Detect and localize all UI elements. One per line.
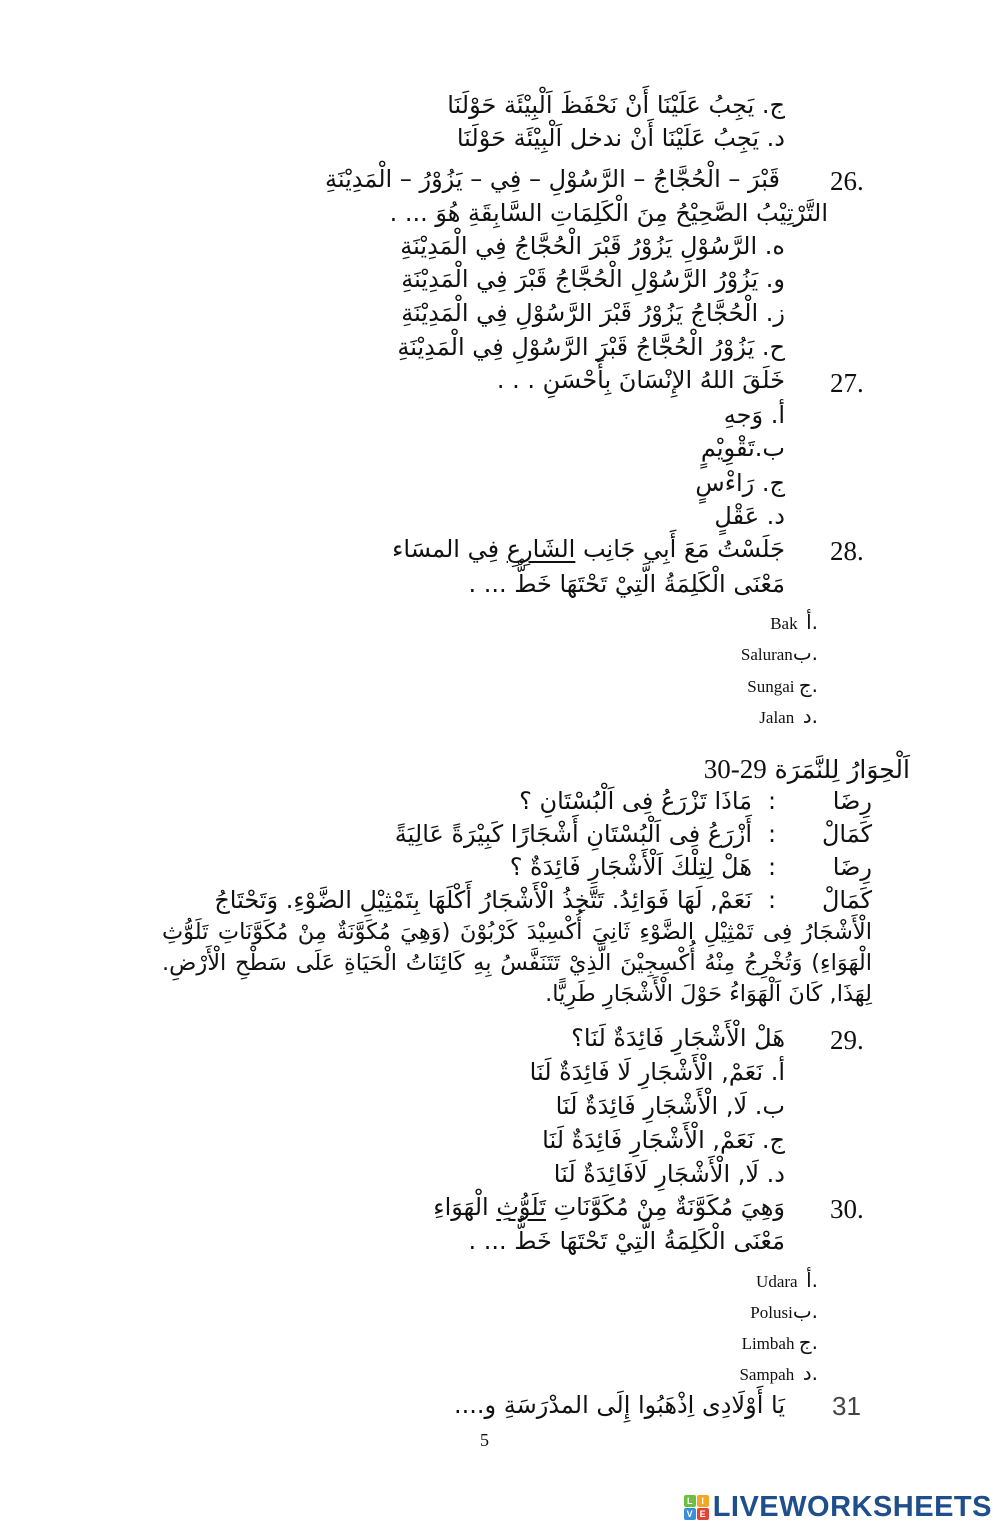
q30-prompt — [433, 1191, 785, 1223]
colon: : — [767, 886, 777, 914]
colon: : — [767, 853, 777, 881]
q30-option-a[interactable] — [756, 1268, 818, 1294]
q27-option-c: ج. رَاءْسٍ — [695, 469, 785, 497]
q30-prompt-after: الْهَوَاءِ — [433, 1193, 497, 1221]
option-letter: أ. — [806, 1268, 818, 1292]
q26-number: 26. — [830, 166, 864, 196]
dialog-row — [214, 884, 872, 916]
option-text: Polusi — [750, 1303, 793, 1322]
option-letter: ج. — [798, 673, 818, 697]
option-letter: أ. — [806, 610, 818, 634]
logo-letter-e: E — [697, 1508, 709, 1520]
q28-option-c[interactable] — [747, 673, 818, 699]
logo-letter-i: I — [697, 1495, 709, 1507]
dialog-row — [510, 851, 872, 883]
q30-underlined-word: تَلَوُّثِ — [496, 1193, 546, 1221]
q27-prompt: خَلَقَ اللهُ الإِنْسَانَ بِأَحْسَنِ . . . — [496, 366, 785, 394]
q29-option-b: ب. لَا, الْأَشْجَارِ فَائِدَةٌ لَنَا — [555, 1092, 785, 1120]
option-text: Sampah — [739, 1365, 795, 1384]
liveworksheets-brand[interactable] — [684, 1491, 992, 1524]
option-text: Bak — [770, 614, 798, 633]
q30-option-c[interactable] — [742, 1330, 818, 1356]
q29-prompt: هَلْ الْأَشْجَارِ فَائِدَةٌ لَنَا؟ — [571, 1024, 785, 1052]
option-letter: ب. — [792, 1299, 818, 1323]
q26-option-c: ز. الْحُجَّاجُ يَزُوْرُ قَبْرَ الرَّسُوْلِ فِي الْمَدِيْنَةِ — [401, 299, 785, 327]
q28-option-b[interactable] — [741, 641, 818, 667]
q26-option-d: ح. يَزُوْرُ الْحُجَّاجُ قَبْرَ الرَّسُوْلِ فِي الْمَدِيْنَةِ — [397, 333, 785, 361]
q28-prompt-after: فِي المسَاء — [392, 535, 507, 563]
q25-option-c: ج. يَجِبُ عَلَيْنَا أَنْ نَحْفَظَ اَلْبِيْئَة حَوْلَنَا — [447, 91, 785, 119]
q27-number: 27. — [830, 368, 864, 398]
option-text: Saluran — [740, 645, 793, 664]
q25-option-d: د. يَجِبُ عَلَيْنَا أَنْ ندخل اَلْبِيْئَة حَوْلَنَا — [456, 124, 785, 152]
q31-number: 31 — [832, 1391, 861, 1421]
brand-name: LIVEWORKSHEETS — [712, 1491, 992, 1523]
q28-option-a[interactable] — [770, 610, 818, 636]
q26-words: قَبْرَ – الْحُجَّاجُ – الرَّسُوْلِ – فِي – يَزُوْرُ – الْمَدِيْنَةِ — [324, 165, 780, 193]
option-letter: ج. — [798, 1330, 818, 1354]
option-letter: ب. — [792, 641, 818, 665]
live-logo-icon — [684, 1495, 709, 1520]
q27-option-d: د. عَقْلٍ — [714, 502, 785, 530]
option-text: Jalan — [759, 708, 795, 727]
speech-text: أَزْرَعُ فِى اَلْبُسْتَانِ أَشْجَارًا كَبِيْرَةً عَالِيَةً — [394, 820, 752, 848]
q30-prompt-before: وَهِيَ مُكَوَّنَةٌ مِنْ مُكَوَّنَاتِ — [545, 1193, 785, 1221]
option-letter: د. — [802, 1361, 818, 1385]
q28-number: 28. — [830, 536, 864, 566]
speech-text: مَاذَا تَزْرَعُ فِى اَلْبُسْتَانِ ؟ — [519, 787, 752, 815]
q28-option-d[interactable] — [759, 704, 818, 730]
q26-option-b: و. يَزُوْرُ الرَّسُوْلِ الْحُجَّاجُ قَبْرَ فِي الْمَدِيْنَةِ — [401, 265, 785, 293]
dialog-heading-text: اَلْحِوَارُ لِلنَّمَرَة — [766, 755, 910, 784]
q29-option-c: ج. نَعَمْ, الْأَشْجَارِ فَائِدَةٌ لَنَا — [542, 1126, 785, 1154]
colon: : — [767, 787, 777, 815]
dialog-paragraph: الْأَشْجَارُ فِى تَمْثِيْلِ الضَّوْءِ ثَانِيَ أُكْسِيْدَ كَرْبُوْنَ (وَهِيَ مُكَوَّنَةٌ مِنْ مُكَوَّنَاتِ تَلَوُّثِ الْهَوَاءِ) وَتُخْرِجُ مِنْهُ أُكْسِجِيْنَ الَّذِيْ تَتَنَفَّسُ بِهِ كَائِنَاتُ الْحَيَاةِ عَلَى سَطْحِ الْأَرْضِ. لِهَذَا, كَانَ اَلْهَوَاءُ حَوْلَ الْأَشْجَارِ طَرِيًّا. — [162, 919, 872, 1007]
q27-option-a: أ. وَجهِ — [723, 401, 785, 429]
q30-number: 30. — [830, 1194, 864, 1224]
option-letter: د. — [802, 704, 818, 728]
q26-option-a: ه. الرَّسُوْلِ يَزُوْرُ قَبْرَ الْحُجَّاجُ فِي الْمَدِيْنَةِ — [400, 232, 785, 260]
dialog-heading — [704, 752, 910, 787]
speaker-name: كَمَالْ — [821, 886, 872, 914]
logo-letter-v: V — [684, 1508, 696, 1520]
q28-underlined-word: الشَارِعِ — [506, 535, 576, 563]
option-text: Sungai — [747, 677, 795, 696]
q29-option-d: د. لَا, الْأَشْجَارِ لَافَائِدَةٌ لَنَا — [553, 1160, 785, 1188]
speech-text: هَلْ لِتِلْكَ اَلْأَشْجَارِ فَائِدَةٌ ؟ — [509, 853, 752, 881]
option-text: Udara — [756, 1272, 798, 1291]
page-number: 5 — [480, 1430, 489, 1450]
colon: : — [767, 820, 777, 848]
speaker-name: كَمَالْ — [821, 820, 872, 848]
q31-prompt: يَا أَوْلَادِى اِذْهَبُوا إِلَى المدْرَسَةِ و.... — [454, 1391, 785, 1419]
q28-prompt — [392, 533, 785, 565]
logo-letter-l: L — [684, 1495, 696, 1507]
q26-prompt: التَّرْتِيْبُ الصَّحِيْحُ مِنَ الْكَلِمَاتِ السَّابِقَةِ هُوَ ... . — [389, 199, 828, 227]
q30-option-d[interactable] — [739, 1361, 818, 1387]
q27-option-b: ب.تَقْوِيْمٍ — [700, 434, 785, 462]
q28-prompt-before: جَلَسْتُ مَعَ أَبِي جَانِب — [575, 535, 785, 563]
q29-number: 29. — [830, 1025, 864, 1055]
q29-option-a: أ. نَعَمْ, الْأَشْجَارِ لَا فَائِدَةٌ لَنَا — [529, 1058, 785, 1086]
option-text: Limbah — [741, 1334, 795, 1353]
dialog-heading-range: 29-30 — [703, 754, 767, 784]
dialog-row — [519, 785, 872, 817]
q30-option-b[interactable] — [750, 1299, 818, 1325]
dialog-row — [395, 818, 872, 850]
q30-question: مَعْنَى الْكَلِمَةُ الَّتِيْ تَحْتَهَا خَطٌّ ... . — [468, 1227, 785, 1255]
speech-text: نَعَمْ, لَهَا فَوَائِدُ. تَتَّخِذُ الْأَشْجَارُ أَكْلَهَا بِتَمْثِيْلِ الضَّوْءِ. وَتَحْتَاجُ — [214, 886, 752, 914]
speaker-name: رِضَا — [832, 787, 872, 815]
q28-question: مَعْنَى الْكَلِمَةُ الَّتِيْ تَحْتَهَا خَطٌّ ... . — [468, 570, 785, 598]
speaker-name: رِضَا — [832, 853, 872, 881]
